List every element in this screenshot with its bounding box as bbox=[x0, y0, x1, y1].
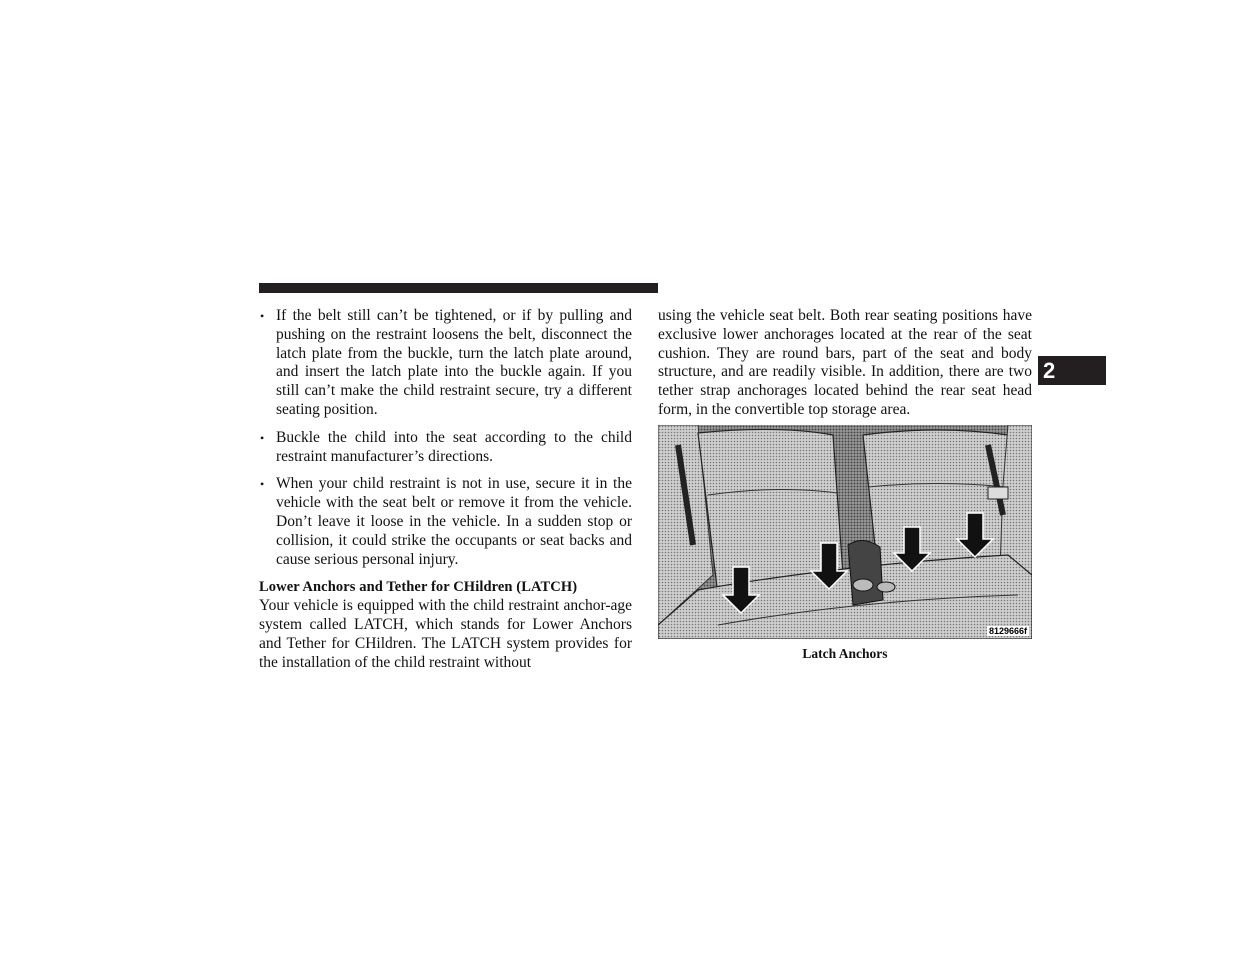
body-paragraph: using the vehicle seat belt. Both rear seating positions have exclusive lower anchorages located at the rear of the seat cushion. They are round bars, part of the seat and body structure, and are readily visible. In addition, there are two tether strap anchorages located behind the rear seat head form, in the convertible top storage area. bbox=[658, 307, 1032, 418]
body-paragraph: Your vehicle is equipped with the child restraint anchor-age system called LATCH, which stands for Lower Anchors and Tether for CHildren. The LATCH system provides for the installation of the child restraint without bbox=[259, 597, 632, 671]
bullet-list bbox=[259, 307, 632, 569]
section-heading: Lower Anchors and Tether for CHildren (LATCH) bbox=[259, 579, 578, 596]
right-column bbox=[658, 307, 1032, 420]
bullet-text: Buckle the child into the seat according to the child restraint manufacturer’s directions. bbox=[276, 428, 632, 465]
bullet-icon: • bbox=[260, 309, 265, 323]
bullet-text: If the belt still can’t be tightened, or if by pulling and pushing on the restraint loosens the belt, disconnect the latch plate from the buckle, turn the latch plate around, and insert the latch plate into the buckle again. If you still can’t make the child restraint secure, try a different seating position. bbox=[276, 307, 632, 418]
left-column bbox=[259, 307, 632, 672]
chapter-tab[interactable]: 2 bbox=[1038, 356, 1106, 385]
top-rule bbox=[259, 283, 658, 293]
bullet-text: When your child restraint is not in use, secure it in the vehicle with the seat belt or remove it from the vehicle. Don’t leave it loose in the vehicle. In a sudden stop or collision, it could strike the occupants or seat backs and cause serious personal injury. bbox=[276, 475, 632, 568]
figure-id: 8129666f bbox=[988, 626, 1027, 636]
bullet-icon: • bbox=[260, 477, 265, 492]
list-item bbox=[259, 307, 632, 420]
latch-anchors-illustration bbox=[658, 425, 1032, 639]
figure-caption: Latch Anchors bbox=[802, 646, 888, 661]
bullet-icon: • bbox=[260, 430, 265, 445]
list-item bbox=[259, 475, 632, 569]
rear-seat-drawing bbox=[658, 425, 1032, 639]
list-item bbox=[259, 429, 632, 467]
